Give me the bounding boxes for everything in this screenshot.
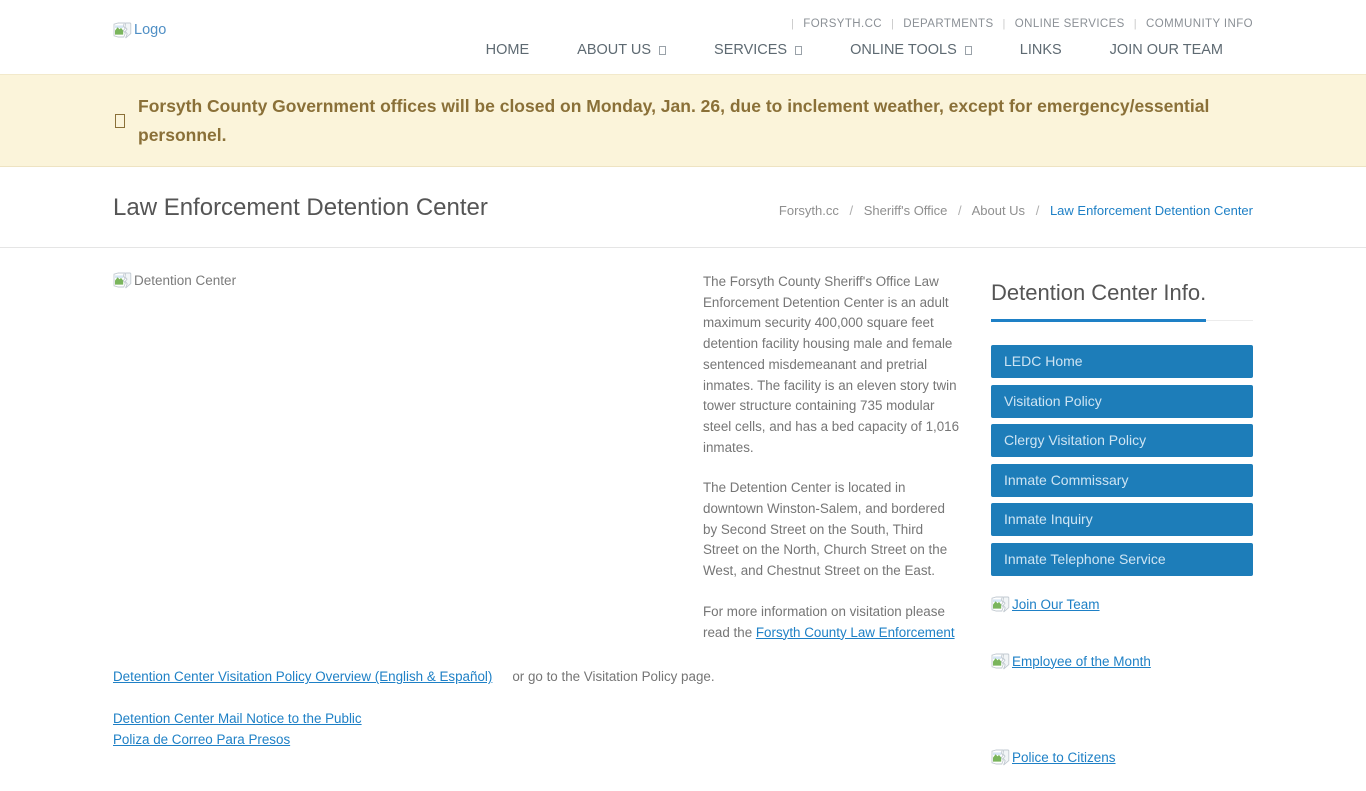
sidebar-image-link-row xyxy=(991,749,1253,771)
paragraph: The Forsyth County Sheriff's Office Law Enforcement Detention Center is an adult maximum security 400,000 square feet detention facility housing male and female sentenced misdemeanant and pretrial inmates. The facility is an eleven story twin tower structure containing 735 modular steel cells, and has a bed capacity of 1,016 inmates. xyxy=(703,274,960,455)
police-to-citizens-link[interactable] xyxy=(991,749,1116,766)
breadcrumb-forsyth-cc[interactable]: Forsyth.cc xyxy=(778,203,839,218)
broken-image-icon xyxy=(113,272,132,289)
nav-item-label: LINKS xyxy=(1019,42,1062,58)
article-text xyxy=(703,272,960,663)
nav-item-label: JOIN OUR TEAM xyxy=(1109,42,1223,58)
breadcrumb-separator: / xyxy=(958,203,962,218)
utility-nav-community-info[interactable]: COMMUNITY INFO xyxy=(1146,18,1253,30)
employee-of-the-month-link[interactable] xyxy=(991,653,1151,670)
dropdown-indicator-icon xyxy=(795,46,802,55)
nav-item-label: SERVICES xyxy=(714,42,788,58)
broken-image-icon xyxy=(991,596,1010,613)
nav-item-about-us[interactable] xyxy=(577,42,666,58)
visitation-overview-suffix: or go to the Visitation Policy page. xyxy=(512,669,715,685)
breadcrumb-about-us[interactable]: About Us xyxy=(971,203,1026,218)
sidebar-button-clergy-visitation-policy[interactable]: Clergy Visitation Policy xyxy=(991,424,1253,457)
image-link-label: Police to Citizens xyxy=(1012,749,1116,765)
sidebar-image-link-row xyxy=(991,596,1253,618)
image-link-label: Join Our Team xyxy=(1012,596,1100,612)
breadcrumb-separator: / xyxy=(1035,203,1040,218)
utility-nav-separator: | xyxy=(891,18,895,30)
sidebar-button-inmate-commissary[interactable]: Inmate Commissary xyxy=(991,464,1253,497)
logo-alt-text: Logo xyxy=(134,22,167,38)
sidebar xyxy=(991,272,1253,771)
site-header xyxy=(0,0,1366,74)
nav-item-join-our-team[interactable] xyxy=(1110,42,1223,58)
logo-link[interactable] xyxy=(113,20,166,40)
join-our-team-link[interactable] xyxy=(991,596,1100,613)
utility-nav-separator: | xyxy=(1133,18,1138,30)
breadcrumb-separator: / xyxy=(849,203,854,218)
broken-image-icon xyxy=(991,653,1010,670)
utility-nav-online-services[interactable]: ONLINE SERVICES xyxy=(1014,18,1125,30)
nav-item-online-tools[interactable] xyxy=(850,42,972,58)
page-title: Law Enforcement Detention Center xyxy=(113,194,488,221)
broken-image-icon xyxy=(113,22,132,39)
dropdown-indicator-icon xyxy=(965,46,972,55)
detention-center-image-area xyxy=(113,272,703,663)
paragraph: The Detention Center is located in downtown Winston-Salem, and bordered by Second Street on the South, Third Street on the North, Church Street on the West, and Chestnut Street on the East. xyxy=(703,480,948,579)
breadcrumb-sheriffs-office[interactable]: Sheriff's Office xyxy=(863,203,948,218)
nav-item-home[interactable] xyxy=(486,42,530,58)
alert-banner xyxy=(0,74,1366,167)
main-content xyxy=(0,248,1366,791)
nav-item-links[interactable] xyxy=(1020,42,1062,58)
sidebar-heading: Detention Center Info. xyxy=(991,272,1253,321)
detention-center-image xyxy=(113,272,236,289)
missing-glyph-icon xyxy=(115,114,125,128)
breadcrumb-current: Law Enforcement Detention Center xyxy=(1049,203,1253,218)
utility-nav xyxy=(486,18,1253,30)
mail-links xyxy=(113,708,960,750)
mail-notice-link-spanish[interactable]: Poliza de Correo Para Presos xyxy=(113,731,291,747)
sidebar-button-inmate-telephone-service[interactable]: Inmate Telephone Service xyxy=(991,543,1253,576)
nav-item-label: HOME xyxy=(485,42,530,58)
sidebar-button-inmate-inquiry[interactable]: Inmate Inquiry xyxy=(991,503,1253,536)
image-alt-text: Detention Center xyxy=(134,273,237,288)
utility-nav-forsyth-cc[interactable]: FORSYTH.CC xyxy=(803,18,883,30)
broken-image-icon xyxy=(991,749,1010,766)
nav-item-label: ONLINE TOOLS xyxy=(850,42,957,58)
paragraph-text: For more information on visitation please read the xyxy=(703,603,945,640)
mail-notice-link[interactable]: Detention Center Mail Notice to the Public xyxy=(113,710,362,726)
breadcrumb xyxy=(779,203,1253,218)
visitation-policy-link-part1[interactable]: Forsyth County Law Enforcement xyxy=(755,624,955,640)
sidebar-image-link-row xyxy=(991,653,1253,675)
nav-item-label: ABOUT US xyxy=(577,42,652,58)
visitation-policy-overview-link[interactable]: Detention Center Visitation Policy Overview (English & Español) xyxy=(113,669,493,685)
nav-item-services[interactable] xyxy=(714,42,802,58)
utility-nav-separator: | xyxy=(1002,18,1006,30)
page-title-row xyxy=(0,167,1366,248)
utility-nav-separator: | xyxy=(791,18,795,30)
dropdown-indicator-icon xyxy=(659,46,666,55)
main-nav xyxy=(486,42,1253,58)
sidebar-button-list xyxy=(991,345,1253,576)
visitation-overview-line xyxy=(113,667,960,688)
utility-nav-departments[interactable]: DEPARTMENTS xyxy=(903,18,994,30)
paragraph xyxy=(703,602,960,643)
image-link-label: Employee of the Month xyxy=(1012,653,1151,669)
alert-message: Forsyth County Government offices will be closed on Monday, Jan. 26, due to inclement weather, except for emergency/essential personnel. xyxy=(138,96,1210,145)
sidebar-button-ledc-home[interactable]: LEDC Home xyxy=(991,345,1253,378)
sidebar-button-visitation-policy[interactable]: Visitation Policy xyxy=(991,385,1253,418)
